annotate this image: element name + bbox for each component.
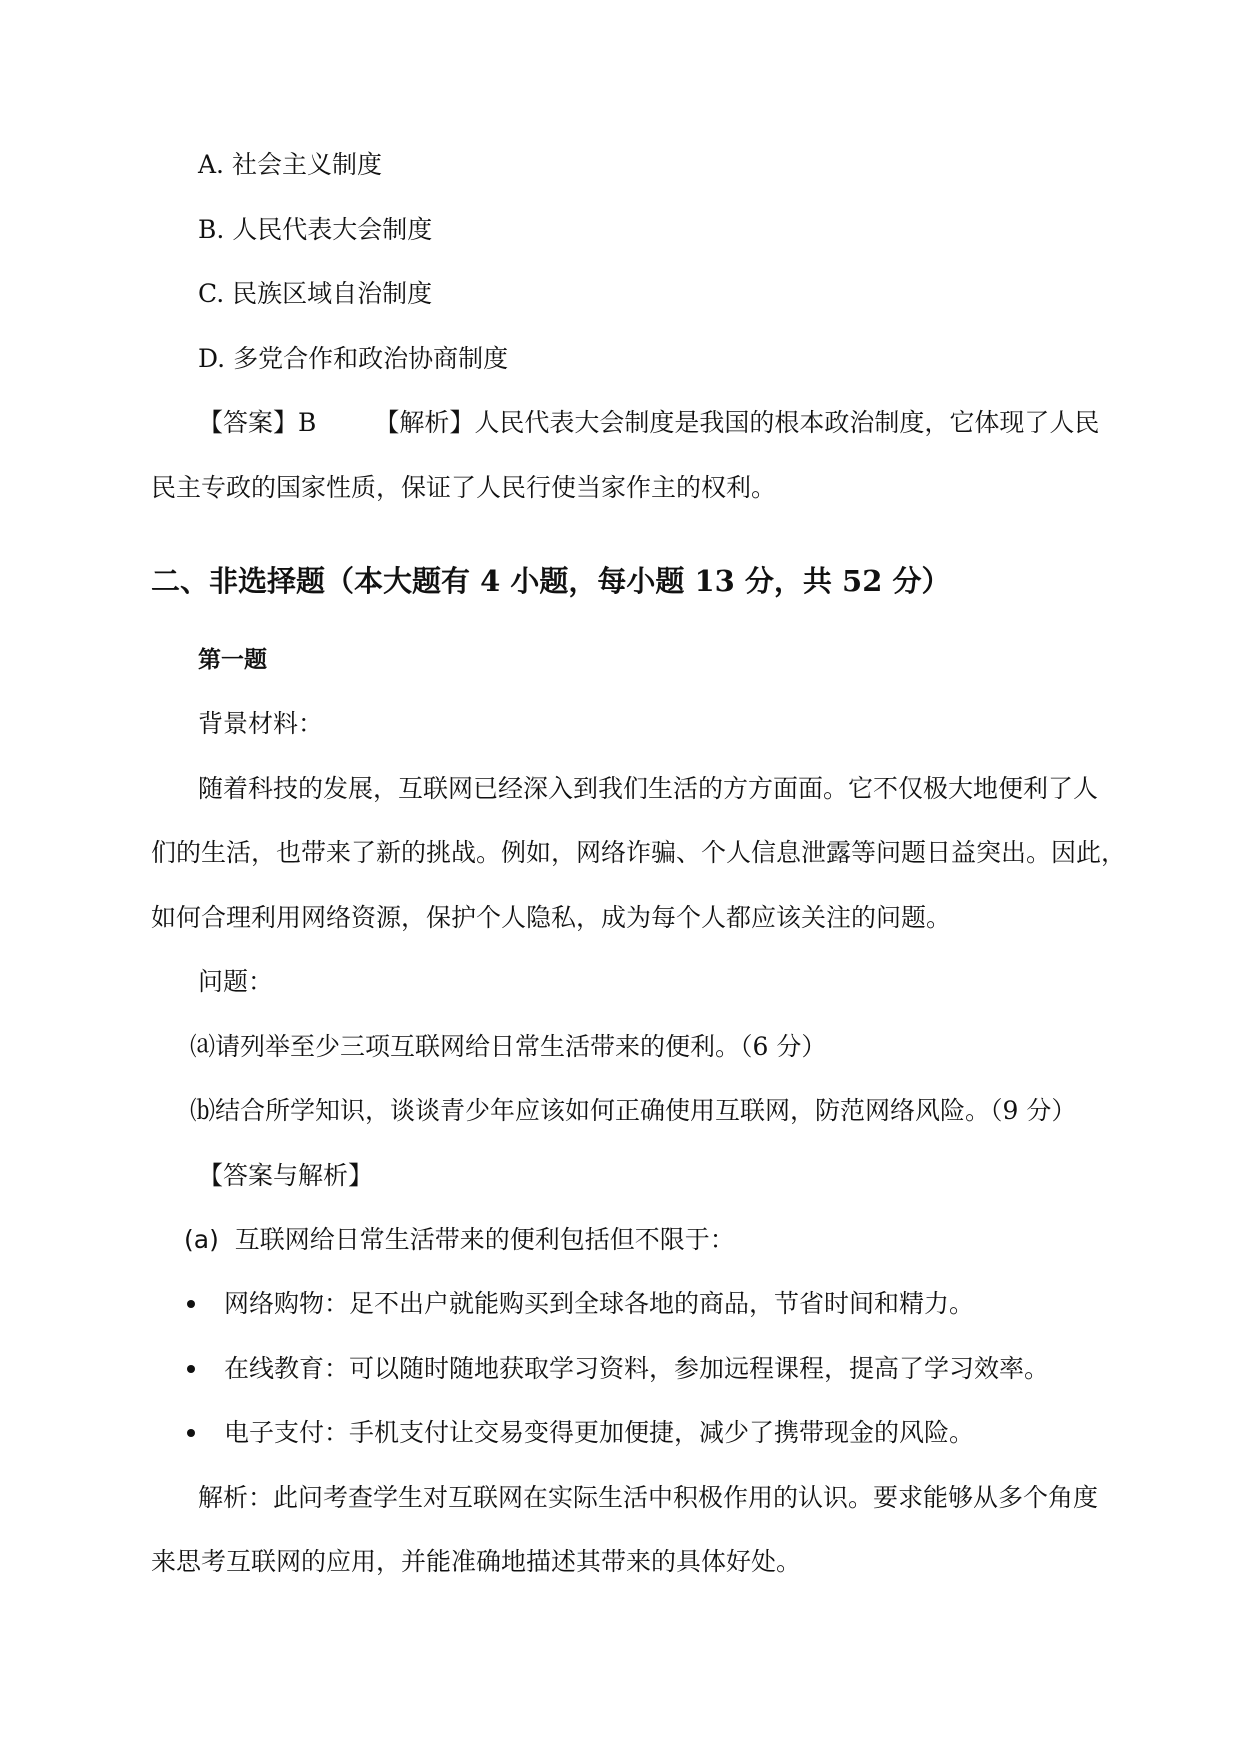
list-item: 在线教育：可以随时随地获取学习资料，参加远程课程，提高了学习效率。 [224,1354,1050,1383]
section-title: 二、非选择题（本大题有 4 小题，每小题 13 分，共 52 分） [151,564,951,598]
option-text: 社会主义制度 [231,150,382,179]
option-text: 民族区域自治制度 [232,279,433,308]
option-d [198,342,508,376]
background-paragraph-line: 随着科技的发展，互联网已经深入到我们生活的方方面面。它不仅极大地便利了人 [198,774,1099,803]
part-a-intro [184,1223,735,1257]
analysis-line-continued: 来思考互联网的应用，并能准确地描述其带来的具体好处。 [151,1547,802,1576]
explanation-text: 【解析】人民代表大会制度是我国的根本政治制度，它体现了人民 [374,408,1100,437]
question-title: 第一题 [198,646,267,673]
part-a-intro-text: 互联网给日常生活带来的便利包括但不限于： [234,1225,735,1254]
answer-analysis-label: 【答案与解析】 [198,1161,374,1190]
bullet-icon [187,1300,195,1308]
option-a [198,148,382,182]
option-letter: A. [198,150,225,179]
question-part-a: ⒜请列举至少三项互联网给日常生活带来的便利。（6 分） [190,1032,827,1061]
option-text: 多党合作和政治协商制度 [233,344,509,373]
list-item: 网络购物：足不出户就能购买到全球各地的商品，节省时间和精力。 [224,1289,975,1318]
background-paragraph-line: 们的生活，也带来了新的挑战。例如，网络诈骗、个人信息泄露等问题日益突出。因此， [151,838,1127,867]
answer-label: 【答案】B [198,408,317,437]
option-letter: D. [198,344,226,373]
background-paragraph-line: 如何合理利用网络资源，保护个人隐私，成为每个人都应该关注的问题。 [151,903,952,932]
answer-line [198,406,1099,440]
bullet-icon [187,1365,195,1373]
background-label: 背景材料： [198,709,324,738]
list-item: 电子支付：手机支付让交易变得更加便捷，减少了携带现金的风险。 [224,1418,975,1447]
option-letter: B. [198,215,225,244]
explanation-continued: 民主专政的国家性质，保证了人民行使当家作主的权利。 [151,473,777,502]
part-a-label: (a) [184,1225,219,1254]
option-text: 人民代表大会制度 [232,215,433,244]
option-letter: C. [198,279,225,308]
analysis-line: 解析：此问考查学生对互联网在实际生活中积极作用的认识。要求能够从多个角度 [198,1483,1099,1512]
question-part-b: ⒝结合所学知识，谈谈青少年应该如何正确使用互联网，防范网络风险。（9 分） [190,1096,1077,1125]
option-c [198,277,432,311]
question-label: 问题： [198,967,274,996]
bullet-icon [187,1429,195,1437]
option-b [198,213,432,247]
